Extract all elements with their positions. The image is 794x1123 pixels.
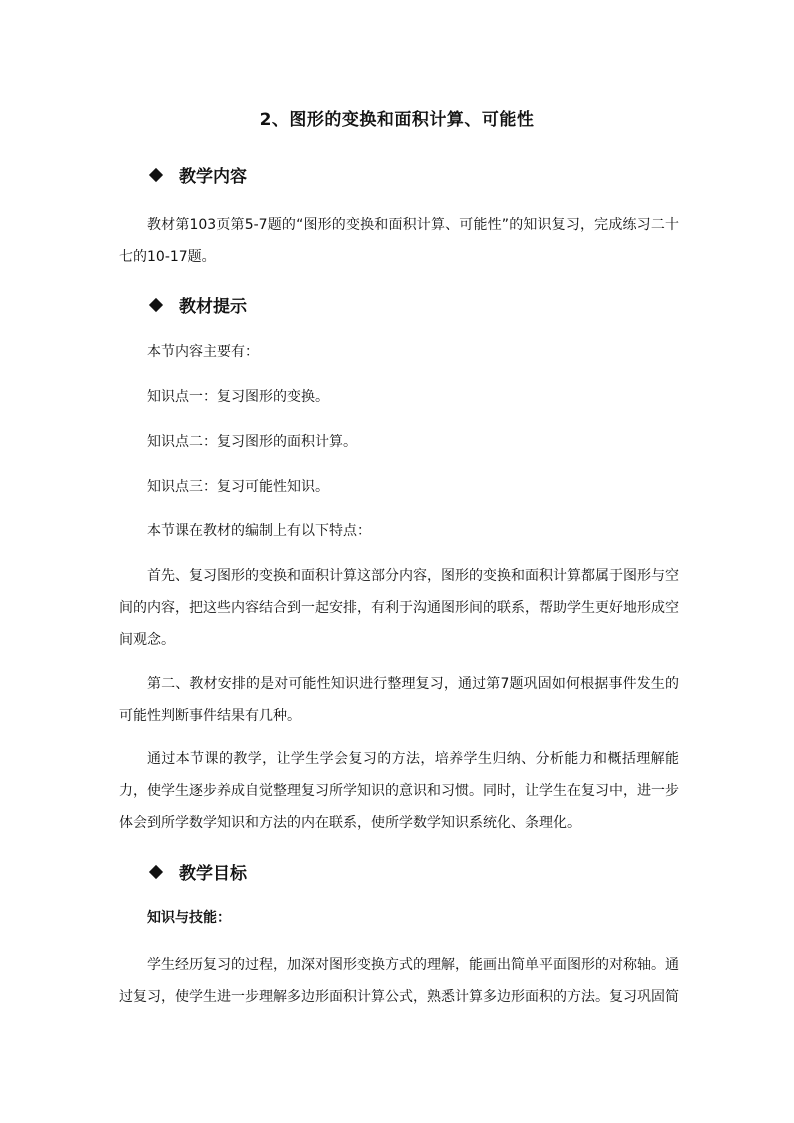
section-heading-teaching-content xyxy=(148,162,247,187)
diamond-bullet-icon xyxy=(149,297,163,311)
hints-intro: 本节内容主要有： xyxy=(147,344,259,360)
goals-subheading: 知识与技能： xyxy=(147,910,231,926)
section-heading-label: 教学内容 xyxy=(179,167,247,187)
section-heading-label: 教学目标 xyxy=(179,864,247,884)
section-heading-textbook-hints xyxy=(148,292,247,317)
section-heading-label: 教材提示 xyxy=(179,297,247,317)
knowledge-point-3: 知识点三：复习可能性知识。 xyxy=(147,479,329,495)
diamond-bullet-icon xyxy=(149,167,163,181)
paragraph-second: 第二、教材安排的是对可能性知识进行整理复习，通过第7题巩固如何根据事件发生的可能性判断事件结果有几种。 xyxy=(119,676,679,724)
content-paragraph: 教材第103页第5-7题的“图形的变换和面积计算、可能性”的知识复习，完成练习二十七的10-17题。 xyxy=(119,217,679,265)
goals-paragraph: 学生经历复习的过程，加深对图形变换方式的理解，能画出简单平面图形的对称轴。通过复习，使学生进一步理解多边形面积计算公式，熟悉计算多边形面积的方法。复习巩固简 xyxy=(119,957,679,1005)
knowledge-point-2: 知识点二：复习图形的面积计算。 xyxy=(147,434,357,450)
knowledge-point-1: 知识点一：复习图形的变换。 xyxy=(147,389,329,405)
paragraph-first: 首先、复习图形的变换和面积计算这部分内容，图形的变换和面积计算都属于图形与空间的内容，把这些内容结合到一起安排，有利于沟通图形间的联系，帮助学生更好地形成空间观念。 xyxy=(119,568,679,648)
features-intro: 本节课在教材的编制上有以下特点： xyxy=(147,523,371,539)
page-title: 2、图形的变换和面积计算、可能性 xyxy=(259,110,535,130)
paragraph-through: 通过本节课的教学，让学生学会复习的方法，培养学生归纳、分析能力和概括理解能力，使学生逐步养成自觉整理复习所学知识的意识和习惯。同时，让学生在复习中，进一步体会到所学数学知识和方法的内在联系，使所学数学知识系统化、条理化。 xyxy=(119,751,679,831)
section-heading-teaching-goals xyxy=(148,859,247,884)
diamond-bullet-icon xyxy=(149,864,163,878)
